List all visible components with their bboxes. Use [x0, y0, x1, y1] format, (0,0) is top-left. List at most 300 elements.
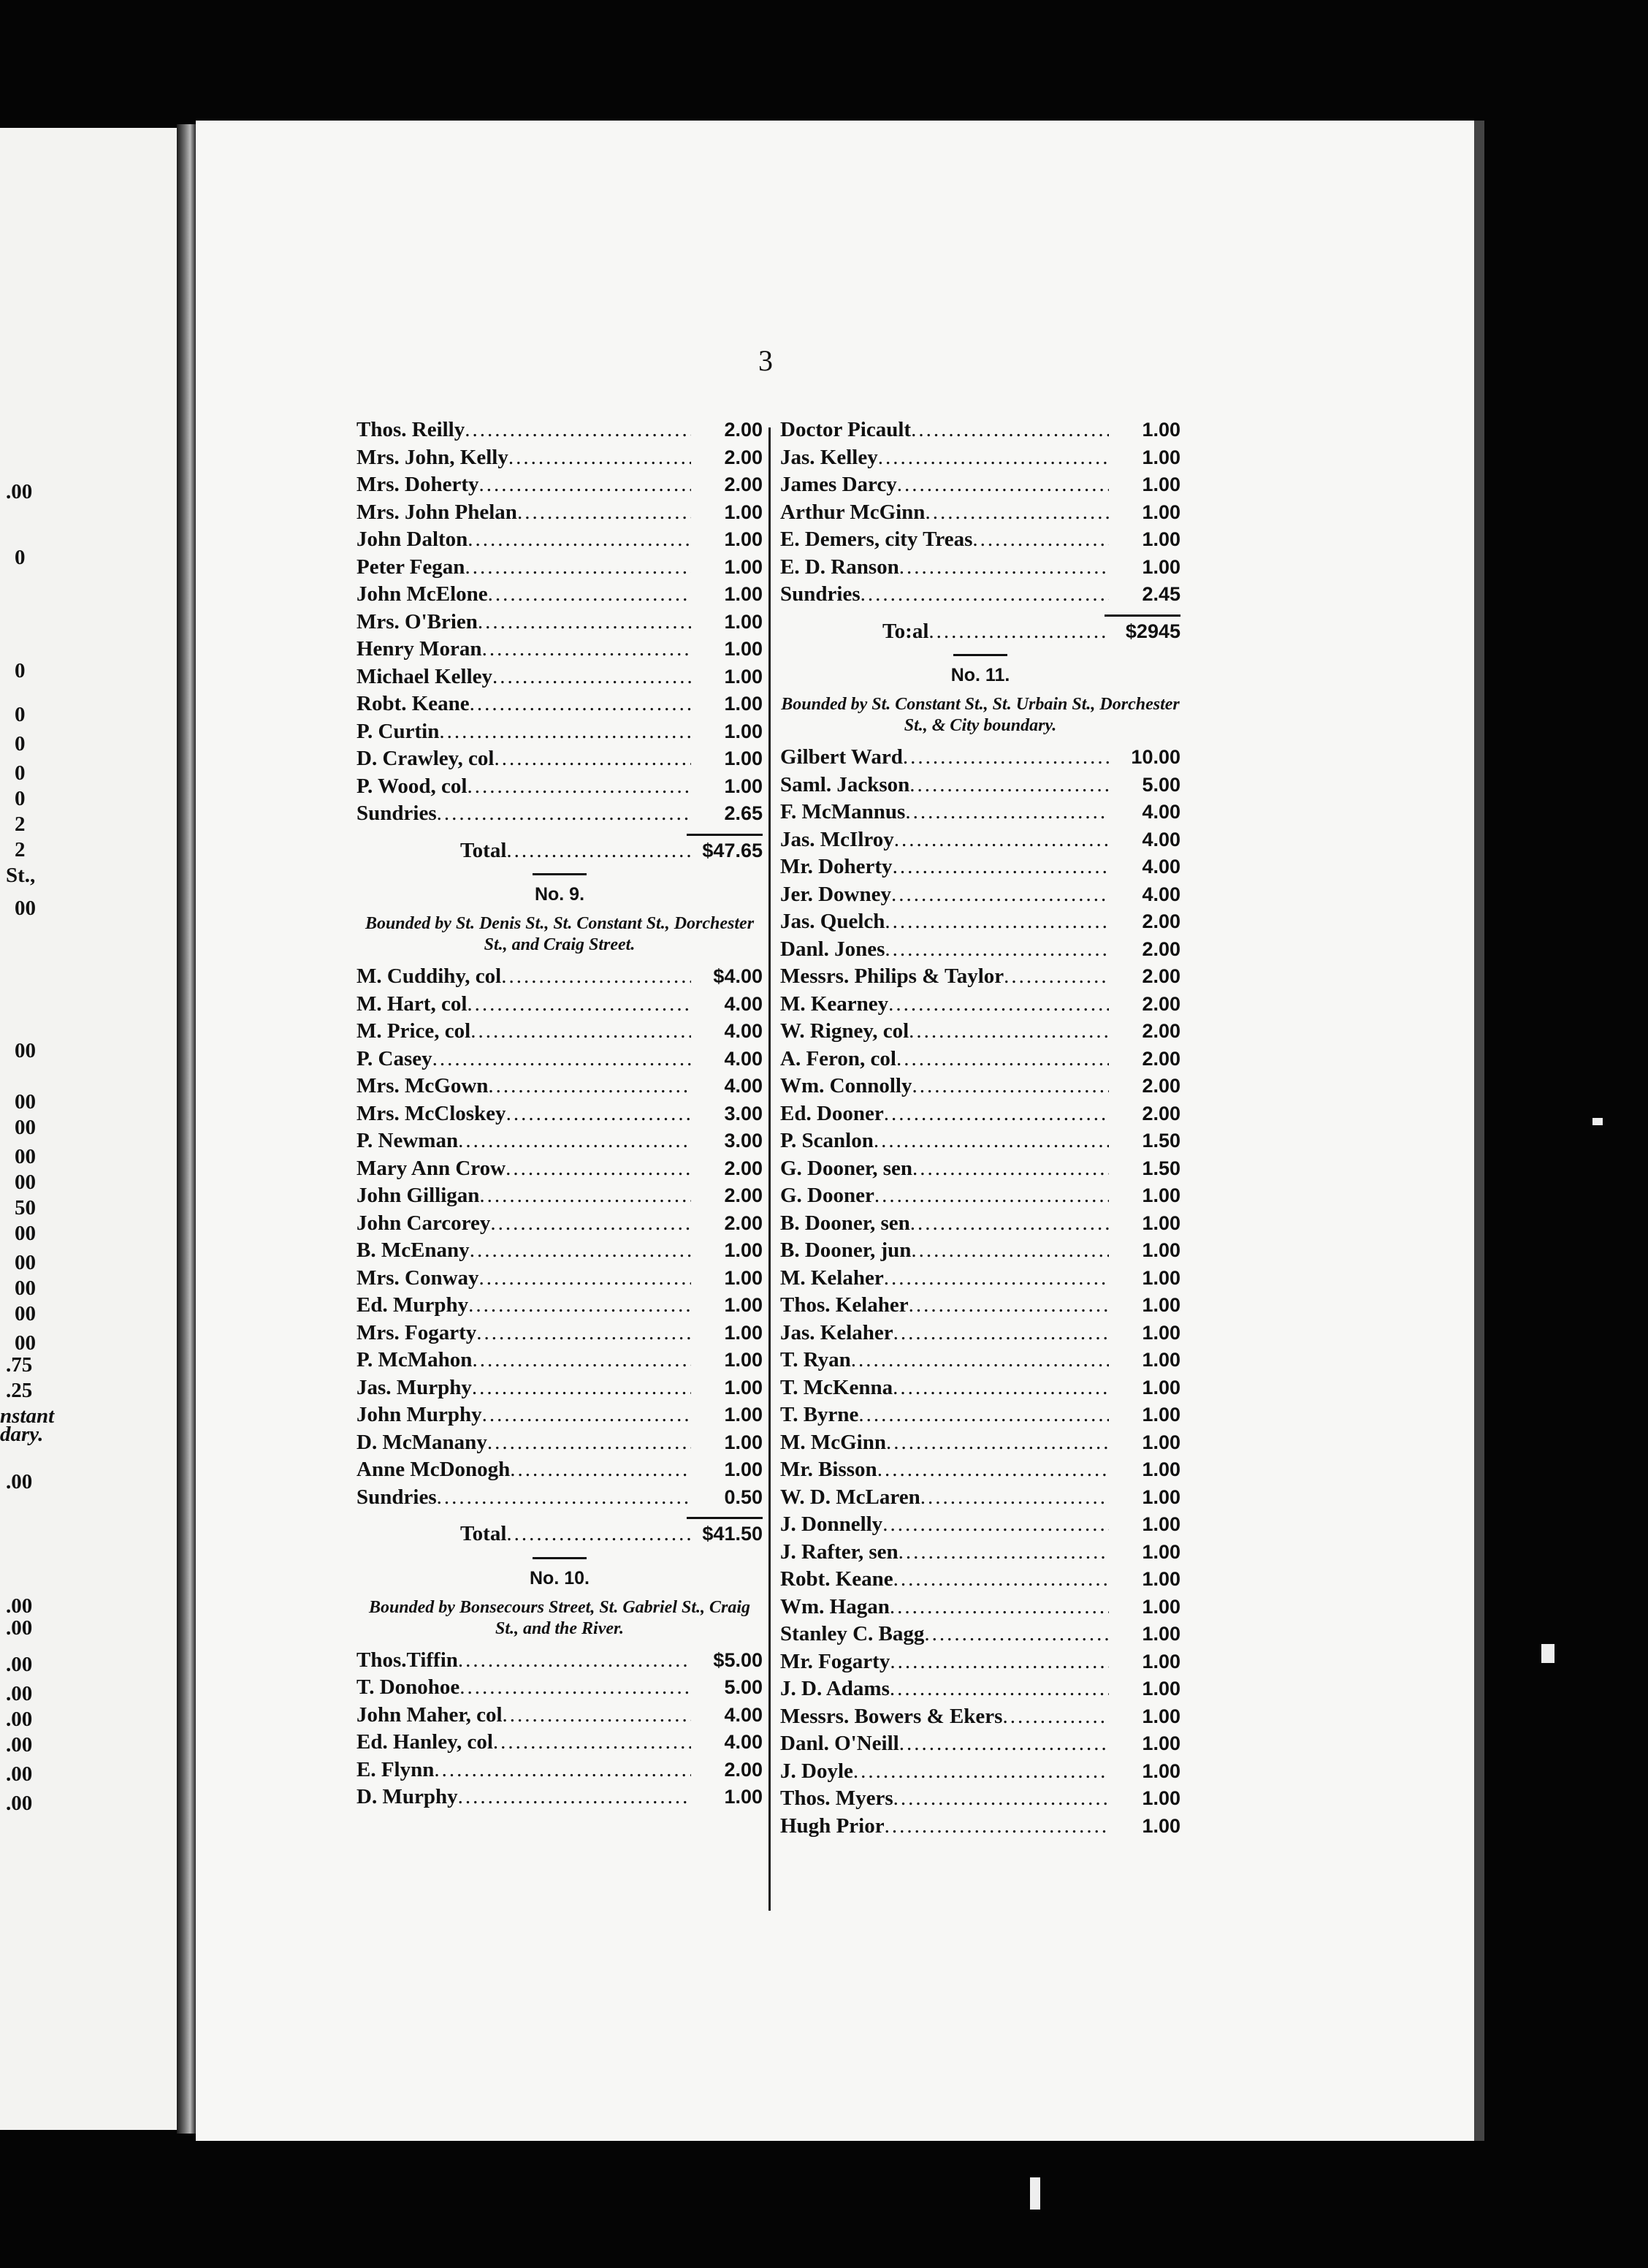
- contribution-amount: 1.00: [724, 747, 763, 769]
- contribution-amount: 4.00: [1142, 828, 1180, 850]
- list-item: [780, 555, 1180, 583]
- facing-page-text-fragment: 00: [15, 1039, 36, 1062]
- contribution-amount: 1.00: [724, 1321, 763, 1344]
- contributor-name: James Darcy: [780, 473, 897, 496]
- contribution-amount: 1.00: [1142, 1678, 1180, 1700]
- contribution-amount: 2.00: [1142, 1075, 1180, 1097]
- contributor-name: Robt. Keane: [356, 692, 470, 715]
- list-item: [780, 1786, 1180, 1814]
- contributor-name: M. Kelaher: [780, 1266, 884, 1290]
- contributor-name: D. Murphy: [356, 1785, 458, 1808]
- contribution-amount: 2.00: [1142, 910, 1180, 932]
- list-item: [356, 555, 763, 583]
- contributor-name: Peter Fegan: [356, 555, 465, 579]
- contribution-amount: 3.00: [724, 1130, 763, 1152]
- right-column: [780, 418, 1180, 1841]
- list-item: [356, 1675, 763, 1703]
- list-item: [356, 1785, 763, 1813]
- facing-page-text-fragment: 0: [15, 761, 26, 785]
- contribution-amount: 1.00: [724, 1376, 763, 1399]
- list-item: [356, 473, 763, 501]
- contribution-amount: 1.00: [1142, 1294, 1180, 1316]
- list-item: [780, 582, 1180, 610]
- list-item: [780, 937, 1180, 965]
- contributor-name: Messrs. Philips & Taylor: [780, 964, 1004, 988]
- list-item: [780, 1431, 1180, 1458]
- contributor-name: Jas. Murphy: [356, 1375, 472, 1399]
- contributor-name: Wm. Connolly: [780, 1074, 912, 1097]
- contribution-amount: 2.45: [1142, 583, 1180, 605]
- contributor-name: T. Ryan: [780, 1348, 851, 1371]
- total-row: [356, 839, 763, 867]
- contributor-name: Doctor Picault: [780, 418, 912, 441]
- list-item: [356, 582, 763, 610]
- list-item: [356, 747, 763, 775]
- facing-page-text-fragment: 00: [15, 1302, 36, 1325]
- contributor-name: M. Cuddihy, col: [356, 964, 502, 988]
- contribution-amount: 5.00: [724, 1676, 763, 1698]
- contribution-amount: 1.00: [724, 501, 763, 523]
- contribution-amount: 1.00: [724, 1786, 763, 1808]
- contributor-name: F. McMannus: [780, 800, 906, 823]
- contributor-name: Mrs. McGown: [356, 1074, 489, 1097]
- contribution-amount: 5.00: [1142, 773, 1180, 796]
- contribution-amount: 1.00: [1142, 528, 1180, 550]
- contribution-amount: 2.00: [1142, 1102, 1180, 1125]
- list-item: [356, 1293, 763, 1321]
- contribution-amount: 1.00: [1142, 1239, 1180, 1261]
- contribution-amount: 3.00: [724, 1102, 763, 1125]
- contributor-name: M. Price, col: [356, 1019, 471, 1043]
- section-rule: [533, 873, 587, 875]
- contributor-name: Thos. Reilly: [356, 418, 465, 441]
- contributor-name: Messrs. Bowers & Ekers: [780, 1704, 1003, 1728]
- list-item: [356, 1238, 763, 1266]
- contributor-name: Arthur McGinn: [780, 500, 926, 524]
- contribution-amount: 1.00: [1142, 473, 1180, 495]
- list-item: [356, 775, 763, 802]
- contributor-name: T. McKenna: [780, 1375, 893, 1399]
- contributor-name: W. Rigney, col: [780, 1019, 909, 1043]
- contributor-name: E. D. Ranson: [780, 555, 899, 579]
- contributor-name: Mrs. Doherty: [356, 473, 479, 496]
- list-item: [780, 1102, 1180, 1130]
- facing-page-text-fragment: nstant: [0, 1404, 55, 1428]
- list-item: [780, 1732, 1180, 1759]
- contributor-name: G. Dooner: [780, 1184, 874, 1207]
- contribution-amount: 1.00: [1142, 555, 1180, 578]
- contributor-name: P. Casey: [356, 1046, 432, 1070]
- contribution-amount: 1.00: [1142, 501, 1180, 523]
- list-item: [780, 1485, 1180, 1513]
- contribution-amount: 1.00: [724, 720, 763, 742]
- contribution-amount: 1.00: [1142, 1404, 1180, 1426]
- facing-page-text-fragment: 0: [15, 659, 26, 682]
- contributor-name: Sundries: [356, 1485, 437, 1509]
- facing-page-text-fragment: .00: [6, 1792, 33, 1815]
- contributor-name: Jas. McIlroy: [780, 827, 894, 851]
- contribution-amount: 2.00: [724, 1758, 763, 1781]
- contribution-amount: 1.00: [1142, 1787, 1180, 1809]
- contributor-name: T. Donohoe: [356, 1675, 460, 1699]
- facing-page-text-fragment: .00: [6, 480, 33, 503]
- section-description-no10: Bounded by Bonsecours Street, St. Gabriel St., Craig St., and the River.: [368, 1597, 751, 1638]
- contributor-name: J. Doyle: [780, 1759, 853, 1783]
- contribution-amount: 1.00: [724, 1431, 763, 1453]
- contributor-name: Danl. Jones: [780, 937, 885, 961]
- contributor-name: Hugh Prior: [780, 1814, 885, 1838]
- section-rule: [533, 1557, 587, 1559]
- list-item: [780, 910, 1180, 937]
- contributor-name: Mary Ann Crow: [356, 1156, 506, 1180]
- list-item: [356, 610, 763, 638]
- contributor-name: Henry Moran: [356, 637, 482, 661]
- list-item: [356, 1074, 763, 1102]
- facing-page-text-fragment: .25: [6, 1379, 33, 1402]
- contributor-name: J. Rafter, sen: [780, 1540, 899, 1564]
- ward-11-list: [780, 745, 1180, 1841]
- contributor-name: Jas. Quelch: [780, 910, 885, 933]
- list-item: [780, 1184, 1180, 1211]
- contributor-name: E. Flynn: [356, 1757, 435, 1781]
- facing-page-text-fragment: 00: [15, 1145, 36, 1168]
- contribution-amount: 1.00: [724, 610, 763, 633]
- contributor-name: J. D. Adams: [780, 1677, 890, 1700]
- contribution-amount: $5.00: [713, 1648, 763, 1671]
- list-item: [356, 1403, 763, 1431]
- list-item: [780, 1348, 1180, 1376]
- contributor-name: T. Byrne: [780, 1403, 859, 1426]
- ward-10-list: [356, 1648, 763, 1813]
- contributor-name: P. Curtin: [356, 719, 440, 743]
- list-item: [780, 1650, 1180, 1678]
- contributor-name: G. Dooner, sen: [780, 1156, 912, 1180]
- contribution-amount: 1.00: [1142, 1705, 1180, 1727]
- facing-page-text-fragment: .75: [6, 1353, 33, 1377]
- list-item: [356, 692, 763, 720]
- list-item: [780, 1540, 1180, 1568]
- contribution-amount: 1.00: [1142, 1814, 1180, 1837]
- list-item: [356, 1485, 763, 1513]
- section-heading-no9: No. 9.: [534, 884, 585, 905]
- facing-page-text-fragment: 00: [15, 1090, 36, 1114]
- contributor-name: Stanley C. Bagg: [780, 1622, 925, 1645]
- list-item: [356, 1376, 763, 1404]
- list-item: [780, 992, 1180, 1020]
- contributor-name: Mrs. John, Kelly: [356, 445, 508, 469]
- ward-10-continued-list: [780, 418, 1180, 610]
- contribution-amount: 4.00: [724, 992, 763, 1015]
- list-item: [356, 992, 763, 1020]
- facing-page-text-fragment: 00: [15, 1222, 36, 1245]
- facing-page-text-fragment: 0: [15, 703, 26, 726]
- contributor-name: Mr. Doherty: [780, 855, 893, 878]
- contribution-amount: 1.50: [1142, 1157, 1180, 1179]
- contributor-name: P. Scanlon: [780, 1129, 874, 1152]
- list-item: [356, 665, 763, 693]
- list-item: [356, 1047, 763, 1075]
- contribution-amount: 1.00: [1142, 1540, 1180, 1563]
- total-label: To:al: [882, 619, 929, 643]
- list-item: [356, 720, 763, 747]
- sum-rule: [1105, 614, 1180, 617]
- contribution-amount: 1.00: [1142, 419, 1180, 441]
- contribution-amount: 1.00: [724, 638, 763, 660]
- list-item: [780, 883, 1180, 910]
- list-item: [356, 1211, 763, 1239]
- contributor-name: Danl. O'Neill: [780, 1732, 899, 1755]
- contributor-name: John Murphy: [356, 1403, 482, 1426]
- list-item: [780, 800, 1180, 828]
- contributor-name: Mrs. John Phelan: [356, 500, 517, 524]
- section-description-no9: Bounded by St. Denis St., St. Constant St., Dorchester St., and Craig Street.: [365, 914, 755, 954]
- list-item: [356, 1648, 763, 1676]
- contribution-amount: 1.00: [1142, 1623, 1180, 1645]
- list-item: [780, 1266, 1180, 1294]
- list-item: [780, 1705, 1180, 1732]
- contribution-amount: 1.00: [724, 1266, 763, 1289]
- contributor-name: Mr. Fogarty: [780, 1649, 890, 1673]
- contribution-amount: 4.00: [724, 1075, 763, 1097]
- contribution-amount: 1.00: [1142, 1349, 1180, 1371]
- contribution-amount: 1.00: [1142, 1376, 1180, 1399]
- list-item: [356, 1019, 763, 1047]
- contribution-amount: 2.00: [724, 1211, 763, 1234]
- list-item: [780, 1157, 1180, 1184]
- facing-page-text-fragment: .00: [6, 1733, 33, 1757]
- contributor-name: B. McEnany: [356, 1238, 470, 1262]
- list-item: [780, 418, 1180, 446]
- total-amount: $2945: [1125, 620, 1180, 642]
- contributor-name: Thos. Kelaher: [780, 1293, 909, 1317]
- list-item: [356, 1266, 763, 1294]
- list-item: [780, 855, 1180, 883]
- contribution-amount: 4.00: [724, 1020, 763, 1042]
- list-item: [356, 802, 763, 829]
- list-item: [356, 1730, 763, 1758]
- list-item: [780, 1293, 1180, 1321]
- list-item: [780, 745, 1180, 773]
- contribution-amount: 1.00: [724, 665, 763, 688]
- list-item: [356, 1102, 763, 1130]
- contribution-amount: 4.00: [1142, 883, 1180, 905]
- contributor-name: Mrs. O'Brien: [356, 609, 478, 633]
- page-number: 3: [758, 344, 773, 377]
- facing-page-text-fragment: .00: [6, 1682, 33, 1705]
- contributor-name: P. Newman: [356, 1129, 459, 1152]
- contribution-amount: 2.00: [1142, 965, 1180, 987]
- contributor-name: John Gilligan: [356, 1184, 480, 1207]
- facing-page-text-fragment: 00: [15, 1116, 36, 1139]
- contribution-amount: 1.00: [724, 693, 763, 715]
- contribution-amount: 4.00: [724, 1703, 763, 1726]
- contributor-name: A. Feron, col: [780, 1046, 896, 1070]
- contribution-amount: 1.00: [724, 775, 763, 797]
- list-item: [780, 1677, 1180, 1705]
- contributor-name: M. Hart, col: [356, 992, 468, 1016]
- page-edge: [1474, 121, 1484, 2141]
- contribution-amount: 1.00: [724, 1239, 763, 1261]
- contribution-amount: 2.00: [1142, 992, 1180, 1015]
- contribution-amount: 2.00: [724, 1184, 763, 1206]
- list-item: [356, 528, 763, 555]
- contribution-amount: 2.00: [724, 446, 763, 468]
- contributor-name: E. Demers, city Treas: [780, 528, 973, 551]
- contribution-amount: 2.00: [724, 1157, 763, 1179]
- list-item: [780, 1759, 1180, 1787]
- contributor-name: Thos. Myers: [780, 1786, 893, 1810]
- contributor-name: D. McManany: [356, 1430, 487, 1454]
- list-item: [356, 446, 763, 473]
- facing-page-text-fragment: 50: [15, 1196, 36, 1219]
- contribution-amount: 2.65: [724, 802, 763, 824]
- contributor-name: Mrs. Fogarty: [356, 1320, 477, 1344]
- list-item: [780, 1238, 1180, 1266]
- sum-rule: [687, 834, 763, 836]
- list-item: [780, 1814, 1180, 1842]
- contributor-name: M. Kearney: [780, 992, 889, 1016]
- contributor-name: John Carcorey: [356, 1211, 491, 1235]
- column-divider: [768, 427, 771, 1911]
- contributor-name: John Maher, col: [356, 1702, 503, 1727]
- contribution-amount: 1.00: [724, 528, 763, 550]
- list-item: [780, 1458, 1180, 1485]
- contribution-amount: 1.00: [1142, 1211, 1180, 1234]
- contribution-amount: 0.50: [724, 1485, 763, 1508]
- ward-8-list: [356, 418, 763, 829]
- contribution-amount: 1.00: [724, 1458, 763, 1480]
- contribution-amount: 2.00: [1142, 937, 1180, 960]
- list-item: [356, 964, 763, 992]
- facing-page-text-fragment: .00: [6, 1762, 33, 1786]
- list-item: [780, 1129, 1180, 1157]
- list-item: [356, 1184, 763, 1211]
- contribution-amount: 4.00: [724, 1731, 763, 1753]
- list-item: [780, 1321, 1180, 1349]
- contribution-amount: 1.00: [1142, 1513, 1180, 1535]
- contributor-name: Anne McDonogh: [356, 1458, 511, 1481]
- contributor-name: D. Crawley, col: [356, 747, 495, 770]
- list-item: [780, 1074, 1180, 1102]
- contribution-amount: 1.00: [1142, 1650, 1180, 1673]
- list-item: [780, 1595, 1180, 1623]
- section-heading-no11: No. 11.: [950, 665, 1010, 685]
- list-item: [780, 773, 1180, 801]
- contributor-name: P. Wood, col: [356, 774, 468, 798]
- contributor-name: Sundries: [780, 582, 861, 606]
- section-heading-no10: No. 10.: [530, 1567, 590, 1588]
- total-label: Total: [460, 838, 507, 862]
- total-amount: $47.65: [702, 839, 763, 861]
- contribution-amount: 4.00: [1142, 856, 1180, 878]
- facing-page-text-fragment: 00: [15, 897, 36, 920]
- facing-page-text-fragment: .00: [6, 1653, 33, 1676]
- contribution-amount: 2.00: [1142, 1047, 1180, 1070]
- contribution-amount: $4.00: [713, 965, 763, 987]
- contribution-amount: 1.00: [724, 555, 763, 578]
- contributor-name: Mrs. Conway: [356, 1266, 479, 1290]
- facing-page-text-fragment: dary.: [0, 1423, 44, 1446]
- contribution-amount: 1.00: [1142, 1266, 1180, 1289]
- list-item: [780, 1211, 1180, 1239]
- list-item: [356, 1431, 763, 1458]
- contributor-name: Jer. Downey: [780, 882, 891, 906]
- list-item: [356, 637, 763, 665]
- contribution-amount: 1.00: [1142, 1184, 1180, 1206]
- contributor-name: Saml. Jackson: [780, 772, 910, 796]
- contribution-amount: 1.00: [724, 1349, 763, 1371]
- contribution-amount: 4.00: [724, 1047, 763, 1070]
- contributor-name: P. McMahon: [356, 1348, 473, 1371]
- contributor-name: Mrs. McCloskey: [356, 1101, 506, 1125]
- facing-page-text-fragment: 00: [15, 1251, 36, 1274]
- contributor-name: Robt. Keane: [780, 1567, 893, 1591]
- list-item: [356, 1703, 763, 1731]
- contributor-name: W. D. McLaren: [780, 1485, 920, 1509]
- contribution-amount: 1.00: [1142, 446, 1180, 468]
- contributor-name: M. McGinn: [780, 1430, 886, 1454]
- list-item: [356, 1129, 763, 1157]
- list-item: [356, 1348, 763, 1376]
- facing-page-text-fragment: 0: [15, 787, 26, 810]
- facing-page-text-fragment: 0: [15, 546, 26, 569]
- contribution-amount: 1.00: [724, 1404, 763, 1426]
- contribution-amount: 2.00: [1142, 1020, 1180, 1042]
- facing-page-text-fragment: 00: [15, 1171, 36, 1194]
- contributor-name: B. Dooner, jun: [780, 1238, 912, 1262]
- contribution-amount: 1.00: [1142, 1568, 1180, 1590]
- facing-page-fragment: [0, 128, 179, 2130]
- contribution-amount: 1.00: [1142, 1321, 1180, 1344]
- contribution-amount: 4.00: [1142, 801, 1180, 823]
- list-item: [780, 1376, 1180, 1404]
- contribution-amount: 1.50: [1142, 1130, 1180, 1152]
- total-row: [356, 1522, 763, 1550]
- contribution-amount: 2.00: [724, 419, 763, 441]
- contributor-name: J. Donnelly: [780, 1512, 883, 1536]
- facing-page-text-fragment: St.,: [6, 864, 36, 887]
- contribution-amount: 10.00: [1131, 746, 1180, 768]
- facing-page-text-fragment: 2: [15, 813, 26, 836]
- total-row: [780, 620, 1180, 647]
- facing-page-text-fragment: 00: [15, 1276, 36, 1300]
- list-item: [780, 501, 1180, 528]
- contributor-name: Ed. Dooner: [780, 1101, 884, 1125]
- contribution-amount: 1.00: [1142, 1732, 1180, 1754]
- total-amount: $41.50: [702, 1523, 763, 1545]
- list-item: [780, 1019, 1180, 1047]
- facing-page-text-fragment: 0: [15, 732, 26, 756]
- contribution-amount: 1.00: [1142, 1595, 1180, 1618]
- scan-speck: [1030, 2177, 1040, 2210]
- list-item: [356, 1758, 763, 1786]
- contribution-amount: 1.00: [1142, 1431, 1180, 1453]
- left-column: [356, 418, 763, 1813]
- scan-speck: [1541, 1644, 1554, 1663]
- contributor-name: Jas. Kelley: [780, 445, 878, 469]
- total-label: Total: [460, 1522, 507, 1545]
- contributor-name: Jas. Kelaher: [780, 1320, 893, 1344]
- list-item: [780, 446, 1180, 473]
- contribution-amount: 1.00: [724, 1294, 763, 1316]
- facing-page-text-fragment: .00: [6, 1708, 33, 1731]
- contributor-name: Michael Kelley: [356, 664, 493, 688]
- facing-page-text-fragment: .00: [6, 1616, 33, 1640]
- list-item: [780, 964, 1180, 992]
- contributor-name: Mr. Bisson: [780, 1458, 877, 1481]
- scan-speck: [1592, 1118, 1603, 1125]
- list-item: [780, 828, 1180, 856]
